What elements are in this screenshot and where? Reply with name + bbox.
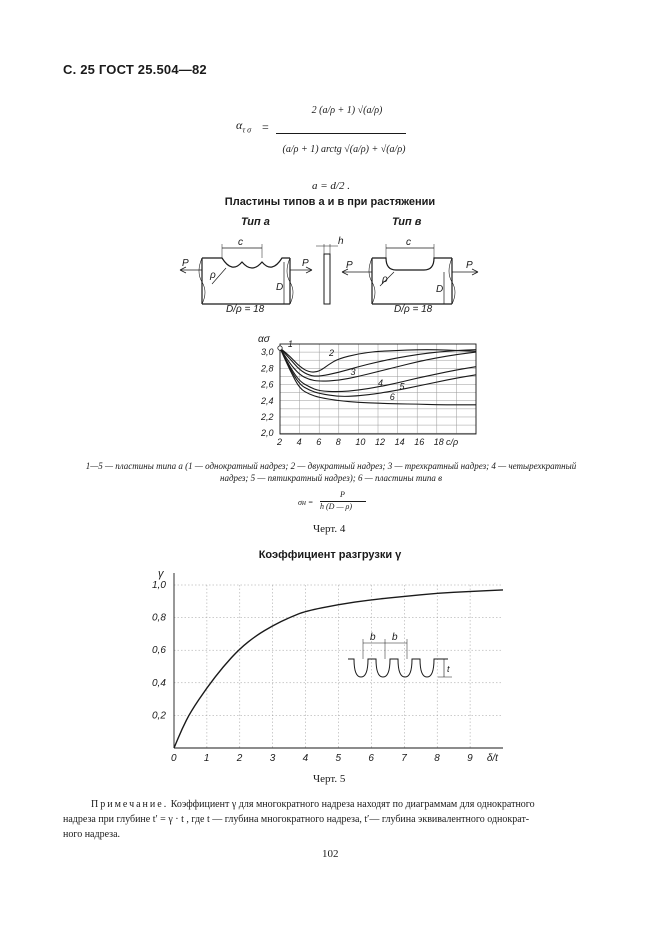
chart1-y-tick: 2,0 (261, 428, 274, 439)
chart2-y-tick: 0,6 (152, 645, 166, 657)
page-number: 102 (322, 848, 339, 860)
figure4-label: Черт. 4 (313, 523, 346, 535)
chart1-x-tick: 16 (414, 437, 425, 447)
plate-h-label: h (338, 236, 344, 247)
note-block (63, 797, 603, 842)
plate-v-rho: ρ (382, 274, 388, 285)
chart2-x-tick: 7 (401, 753, 407, 764)
chart1-x-tick: 18 (433, 437, 444, 447)
type-v-label: Тип в (392, 216, 422, 228)
formula-a-def: a = d/2 . (312, 180, 350, 192)
chart1-y-tick: 3,0 (261, 347, 274, 358)
chart2-x-tick: 8 (434, 753, 440, 764)
chart1-x-tick: 14 (394, 437, 405, 447)
plate-v-ratio: D/ρ = 18 (394, 304, 433, 314)
inset-b-label-2: b (392, 632, 398, 643)
chart2-x-tick: 2 (236, 753, 243, 764)
plate-a-p-left: P (182, 258, 189, 269)
chart1-series-label-2: 2 (329, 348, 335, 359)
plate-v-notch (372, 258, 452, 270)
note-line1: Примечание. Коэффициент γ для многократного надреза находят по диаграммам для однократного (91, 799, 535, 810)
chart1-y-label: ασ (258, 334, 270, 345)
chart1-x-tick: 6 (316, 437, 322, 447)
formula-numerator: 2 (a/ρ + 1) √(a/ρ) (311, 105, 383, 116)
chart1-origin-point (278, 346, 282, 350)
sigma-formula-num: P (340, 490, 345, 499)
chart1-y-tick: 2,4 (261, 395, 274, 406)
plate-a-notches (202, 258, 290, 268)
plate-v-p-right: P (466, 260, 473, 271)
chart2-x-tick: 1 (203, 753, 210, 764)
formula-block (230, 100, 410, 180)
plate-a-c-label: c (238, 237, 243, 248)
chart1-y-tick: 2,8 (261, 363, 274, 374)
chart2-x-tick: δ/t (486, 753, 498, 764)
formula-eq: = (262, 120, 269, 134)
note-line2: надреза при глубине t′ = γ · t , где t — глубина многократного надреза, t′— глубина эквивалентного однократ- (63, 814, 530, 825)
plate-a-p-right: P (302, 258, 309, 269)
chart1-x-tick: 8 (335, 437, 341, 447)
chart1-x-tick: 12 (375, 437, 386, 447)
chart-stress-concentration (248, 330, 488, 455)
chart2-title: Коэффициент разгрузки γ (258, 549, 402, 561)
type-a-label: Тип а (241, 216, 270, 228)
chart1-series-label-5: 5 (399, 381, 405, 392)
sigma-formula-lhs: σн = (298, 498, 314, 507)
plate-a-d: D (276, 282, 284, 293)
formula-denominator: (a/ρ + 1) arctg √(a/ρ) + √(a/ρ) (282, 144, 406, 155)
chart1-x-label: c/ρ (446, 437, 459, 447)
chart2-y-tick: 1,0 (152, 580, 166, 591)
chart2-x-tick: 6 (368, 753, 374, 764)
chart2-y-tick: 0,2 (152, 710, 166, 722)
chart1-y-tick: 2,6 (261, 379, 274, 390)
chart1-series-label-1: 1 (287, 339, 293, 350)
chart2-x-tick: 4 (302, 753, 309, 764)
chart1-x-tick: 2 (277, 437, 283, 447)
chart1-x-tick: 10 (355, 437, 366, 447)
chart2-y-tick: 0,4 (152, 677, 166, 689)
chart-unloading-coefficient (148, 563, 508, 768)
plate-v-d: D (436, 284, 444, 295)
formula-fraction-bar (276, 133, 406, 134)
chart1-series-label-4: 4 (378, 378, 384, 389)
sigma-formula (298, 490, 378, 516)
formula-lhs: $\alpha_{\tau \sigma}$ (236, 118, 252, 135)
inset-t-label: t (447, 664, 450, 674)
plate-v-p-left: P (346, 260, 353, 271)
chart2-inset-notches (348, 639, 452, 677)
page-header: С. 25 ГОСТ 25.504—82 (63, 62, 207, 77)
note-line3: ного надреза. (63, 829, 121, 840)
chart1-series-label-6: 6 (389, 391, 395, 402)
plates-diagram (160, 232, 490, 314)
chart1-x-tick: 4 (296, 437, 302, 447)
plates-title: Пластины типов а и в при растяжении (224, 196, 436, 208)
sigma-formula-den: h (D — ρ) (320, 502, 353, 511)
chart1-legend-line1: 1—5 — пластины типа а (1 — однократный надрез; 2 — двукратный надрез; 3 — трехкратный надрез; 4 — четырехкратный (85, 461, 577, 471)
chart2-x-tick: 3 (269, 753, 276, 764)
chart2-x-tick: 0 (171, 753, 177, 764)
chart1-series-label-3: 3 (350, 366, 356, 377)
chart2-y-label: γ (158, 568, 164, 580)
chart1-y-tick: 2,2 (261, 411, 274, 422)
chart2-y-tick: 0,8 (152, 612, 166, 624)
chart2-x-tick: 9 (467, 753, 473, 764)
chart2-x-tick: 5 (335, 753, 342, 764)
figure5-label: Черт. 5 (313, 773, 346, 785)
plate-a-rho: ρ (210, 270, 216, 281)
plate-a-ratio: D/ρ = 18 (226, 304, 265, 314)
inset-b-label-1: b (370, 632, 376, 643)
plate-v-c-label: c (406, 237, 411, 248)
chart1-legend-line2: надрез; 5 — пятикратный надрез); 6 — пластины типа в (219, 473, 442, 483)
